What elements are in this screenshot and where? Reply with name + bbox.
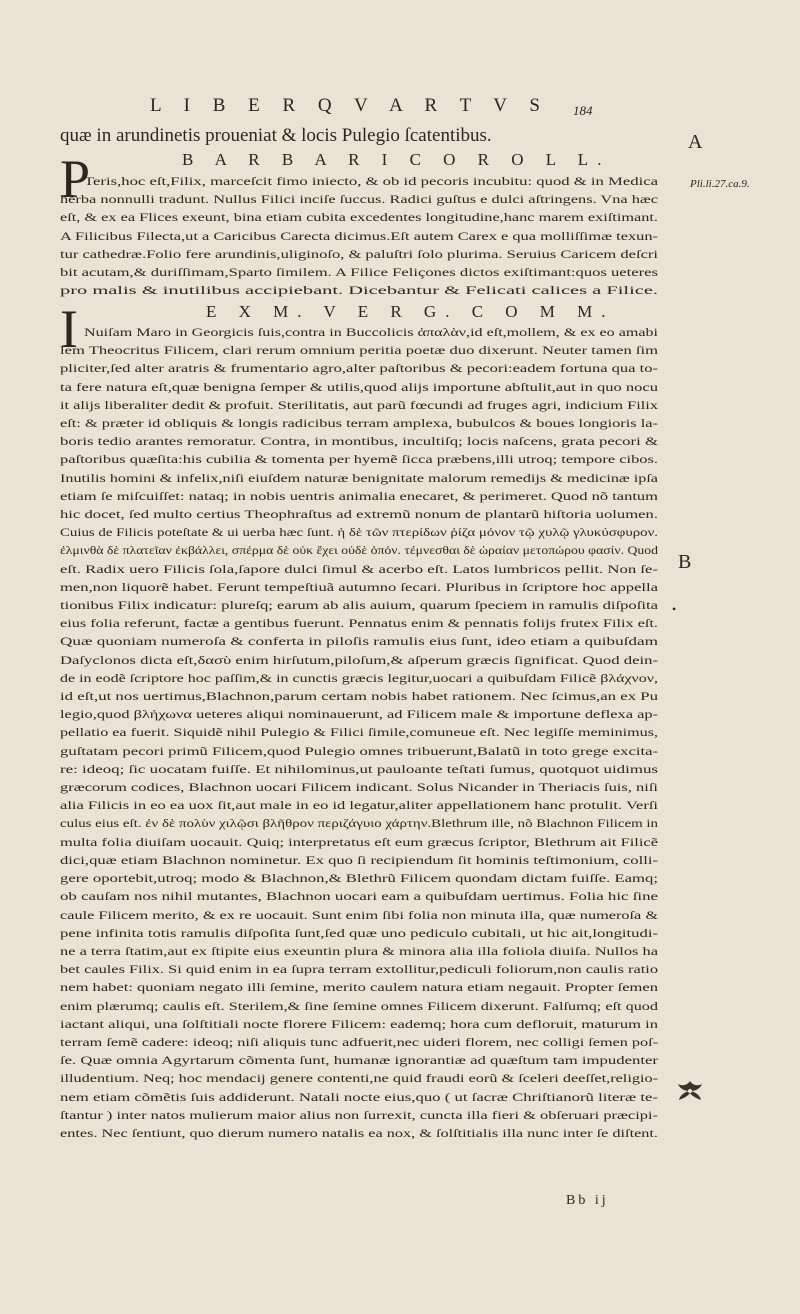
text-line: bit acutam,& duriſſimam,Sparto ſimilem. A Filice Feliçones dictos exiſtimant:quos ueteres — [60, 265, 658, 280]
text-line: herba nonnulli tradunt. Nullus Filici inciſe ſuccus. Radici guſtus e dulci aſtringens. Vna hæc — [60, 192, 658, 207]
text-line: nem etiam cõmẽtis ſuis addiderunt. Natali noсte eius,quo ( ut ſacræ Chriſtianorũ literæ te- — [60, 1089, 658, 1104]
text-line: lem Theocritus Filicem, clari rerum omnium peritia poetæ duo dixerunt. Neuter tamen ſim — [60, 343, 658, 358]
text-line: culus eius eſt. ἐν δὲ πολὺν χιλῷσι βλῆθρον περιζάγυιο χάρτην.Blethrum ille, nõ Blachnon Filicem in — [60, 816, 658, 831]
text-line: Quæ quoniam numeroſa & conferta in piloſis ramulis eius ſunt, ideo etiam a quibuſdam — [60, 634, 658, 649]
dropcap-i: I — [60, 299, 78, 359]
text-line: enim plærumq; caulis eſt. Sterilem,& ſine ſemine omnes Filicem dixerunt. Falſumq; eſt quod — [60, 998, 658, 1013]
margin-letter-b: B — [678, 551, 692, 573]
text-line: men,non liquorẽ habet. Ferunt tempeſtiuã autumno ſecari. Pluribus in ſcriptore hoc appella — [60, 579, 658, 594]
text-line — [60, 1142, 658, 1160]
text-line: tur cathedræ.Folio fere arundinis,uliginoſo, & paluſtri ſolo plurima. Seruius Caricem deſcri — [60, 246, 658, 261]
text-line: ta fere natura eſt,quæ benigna ſemper & utilis,quod alijs importune abſtulit,aut in quo nocu — [60, 379, 658, 394]
text-line: gere oportebit,utroq; modo & Blachnon,& Blethrũ Filicem quondam dictam fuiſſe. Eamq; — [60, 871, 658, 886]
lemma-line: quæ in arundinetis proueniat & locis Pulegio ſcatentibus. — [60, 125, 492, 146]
folio-number: 184 — [573, 103, 593, 118]
margin-letter-a: A — [688, 131, 703, 153]
section-verg-text — [60, 323, 658, 1160]
text-line: dici,quæ etiam Blachnon nominetur. Ex quo ſi recipiendum ſit hominis teſtimonium, colli- — [60, 852, 658, 867]
section-heading-barbari: B A R B A R I C O R O L L. — [182, 150, 611, 169]
text-line: id eſt,ut nos uertimus,Blachnon,parum certam nobis habet rationem. Nec ſcimus,an ex Pu — [60, 689, 658, 704]
text-line: multa folia diuiſam uocauit. Quiq; interpretatus eſt eum græcus ſcriptor, Blethrum ait Filicẽ — [60, 834, 658, 849]
text-line: eſt: & præter id obliquis & longis radicibus terram amplexa, bubulcos & boues longioris la- — [60, 416, 658, 431]
text-line: Cuius de Filicis poteſtate & ui uerba hæc ſunt. ἡ δὲ τῶν πτερίδων ῥίζα μόνον τῷ χυλῷ γλυκύσφυρον. — [60, 525, 658, 540]
text-line: Inutilis homini & infelix,niſi eiuſdem naturæ benignitate malorum remedijs & medicinæ ipſa — [60, 470, 658, 485]
text-line: terram ſemẽ cadere: ideoq; niſi aliquis tunc adfuerit,nec uideri florem, nec colligi ſemen poſ- — [60, 1034, 658, 1049]
text-line: boris tedio arantes remoratur. Contra, in montibus, incultiſq; locis naſcens, grata pecori & — [60, 434, 658, 449]
text-line: A Filicibus Fileсta,ut a Caricibus Careсta dicimus.Eſt autem Carex e qua molliſſimæ texun- — [60, 228, 658, 243]
text-line: tionibus Filix indicatur: plureſq; earum ab alis auium, quarum ſpeciem in ramulis diſpoſita — [60, 598, 658, 613]
margin-dot: • — [672, 602, 677, 616]
text-line: Teris,hoc eſt,Filix, marceſcit fimo iniecto, & ob id pecoris incubitu: quod & in Medica — [84, 174, 658, 188]
fleuron-ornament-icon — [675, 1078, 705, 1104]
text-line: eſt. Radix uero Filicis ſola,ſapore dulci ſimul & acerbo eſt. Latos lumbricos pellit. Non ſe- — [60, 561, 658, 576]
text-line: nem habet: quoniam negato illi ſemine, merito caulem natura etiam negauit. Propter ſemen — [60, 980, 658, 995]
text-line: alia Filicis in eo ea uox ſit,aut male in eo id legatur,aliter appellationem hanc protulit. Verſi — [60, 798, 658, 813]
text-line: pene infinita totis ramulis diſpoſita ſunt,ſed quæ uno pediculo cubitali, ut hic ait,longitudi- — [60, 925, 658, 940]
text-line: hic docet, ſed multo certius Theophraſtus ad extremũ nonum de plantarũ hiſtoria uolumen. — [60, 507, 658, 522]
text-line: illudentium. Neq; hoc mendacij genere contenti,ne quid fraudi eorũ & ſceleri deeſſet,religio- — [60, 1071, 658, 1086]
text-line: etiam ſe miſcuiſſet: nataq; in nobis uentris animalia enecaret, & perimeret. Quod nõ tantum — [60, 488, 658, 503]
text-line: bet caules Filix. Si quid enim in ea ſupra terram extollitur,pediculi foliorum,non caulis ratio — [60, 962, 658, 977]
margin-note-pliny: Pli.li.27.ca.9. — [690, 178, 750, 190]
text-line: pro malis & inutilibus accipiebant. Dicebantur & Felicati calices a Filice. — [60, 283, 658, 298]
text-line: ἐλμινθὰ δὲ πλατεῖαν ἐκβάλλει, σπέρμα δὲ οὐκ ἔχει οὐδὲ ὀπόν. τέμνεσθαι δὲ ὡραίαν μετοπώρου φασίν. Quod — [60, 543, 658, 558]
text-line: de in eodẽ ſcriptore hoc paſſim,& in cunctis græcis legitur,uocari a quibuſdam Filicẽ βλάχνον, — [60, 670, 658, 685]
text-line: pliciter,ſed alter aratris & frumentario agro,alter paſtoribus & pecori:eadem fortuna qua to- — [60, 361, 658, 376]
text-line: it alijs liberaliter dedit & profuit. Sterilitatis, aut parũ fœcundi ad fruges agri, indicium Filix — [60, 397, 658, 412]
text-line: ſe. Quæ omnia Agyrtarum cõmenta ſunt, humanæ ignorantiæ ad quæſtum tam impudenter — [60, 1053, 658, 1068]
running-head: L I B E R Q V A R T V S — [150, 95, 550, 116]
text-line: ne a terra ſtatim,aut ex ſtipite eius exeuntin plura & minora alia illa foliola diuiſa. Nullos ha — [60, 943, 658, 958]
section-barbari-text — [60, 172, 658, 299]
text-line: ſtantur ) inter natos mulierum maior alius non ſurrexit, cuncta illa fieri & obſeruari præcipi- — [60, 1107, 658, 1122]
text-line: guſtatam pecori primũ Filicem,quod Pulegio omnes tribuerunt,Balatũ in toto grege excita- — [60, 743, 658, 758]
text-line: iactant aliqui, una ſolſtitiali noсte florere Filicem: eademq; hora cum defloruit, maturum in — [60, 1016, 658, 1031]
text-line: re: ideoq; ſic uocatam fuiſſe. Et nihilominus,ut pauloante teſtati ſumus, quotquot uidimus — [60, 761, 658, 776]
text-line: Daſyclonos dicta eſt,δασὺ enim hirſutum,piloſum,& aſperum græcis ſignificat. Quod dein- — [60, 652, 658, 667]
signature-mark: Bb ij — [566, 1193, 609, 1208]
text-line: ob cauſam nos nihil mutantes, Blachnon uocari eam a quibuſdam uertimus. Folia hic ſine — [60, 889, 658, 904]
text-line: eius folia referunt, factæ a gentibus fuerunt. Pennatus enim & pennatis folijs frutex Filix eſt. — [60, 616, 658, 631]
dropcap-p: P — [60, 149, 91, 209]
text-line: græcorum codices, Blachnon uocari Filicem indicant. Solus Nicander in Theriacis ſuis, niſi — [60, 780, 658, 795]
text-line: caule Filicem merito, & ex re uocauit. Sunt enim ſibi folia non minuta illa, quæ numeroſa & — [60, 907, 658, 922]
text-line: eſt, & ex ea Flices exeunt, bina etiam cubita excedentes longitudine,hanc marem exiſtimant. — [60, 210, 658, 225]
text-line: pellatio ea fuerit. Siquidẽ nihil Pulegio & Filici ſimile,comuneue eſt. Nec legiſſe meminimus, — [60, 725, 658, 740]
text-line: legio,quod βλήχωνα ueteres aliqui nominauerunt, ad Filicem male & importune deflexa ap- — [60, 707, 658, 722]
text-line: Nuiſam Maro in Georgicis ſuis,contra in Buccolicis ἁπαλὰν,id eſt,mollem, & ex eo amabi — [84, 325, 658, 339]
text-line: entes. Nec ſentiunt, quo dierum numero natalis ea nox, & ſolſtitialis illa nunc inter ſe diſtent. — [60, 1125, 658, 1140]
text-line: paſtoribus quæſita:his cubilia & tomenta per hyemẽ ſicca præbens,illi utroq; tempore cibos. — [60, 452, 658, 467]
section-heading-verg-comm: E X M. V E R G. C O M M. — [206, 302, 615, 321]
